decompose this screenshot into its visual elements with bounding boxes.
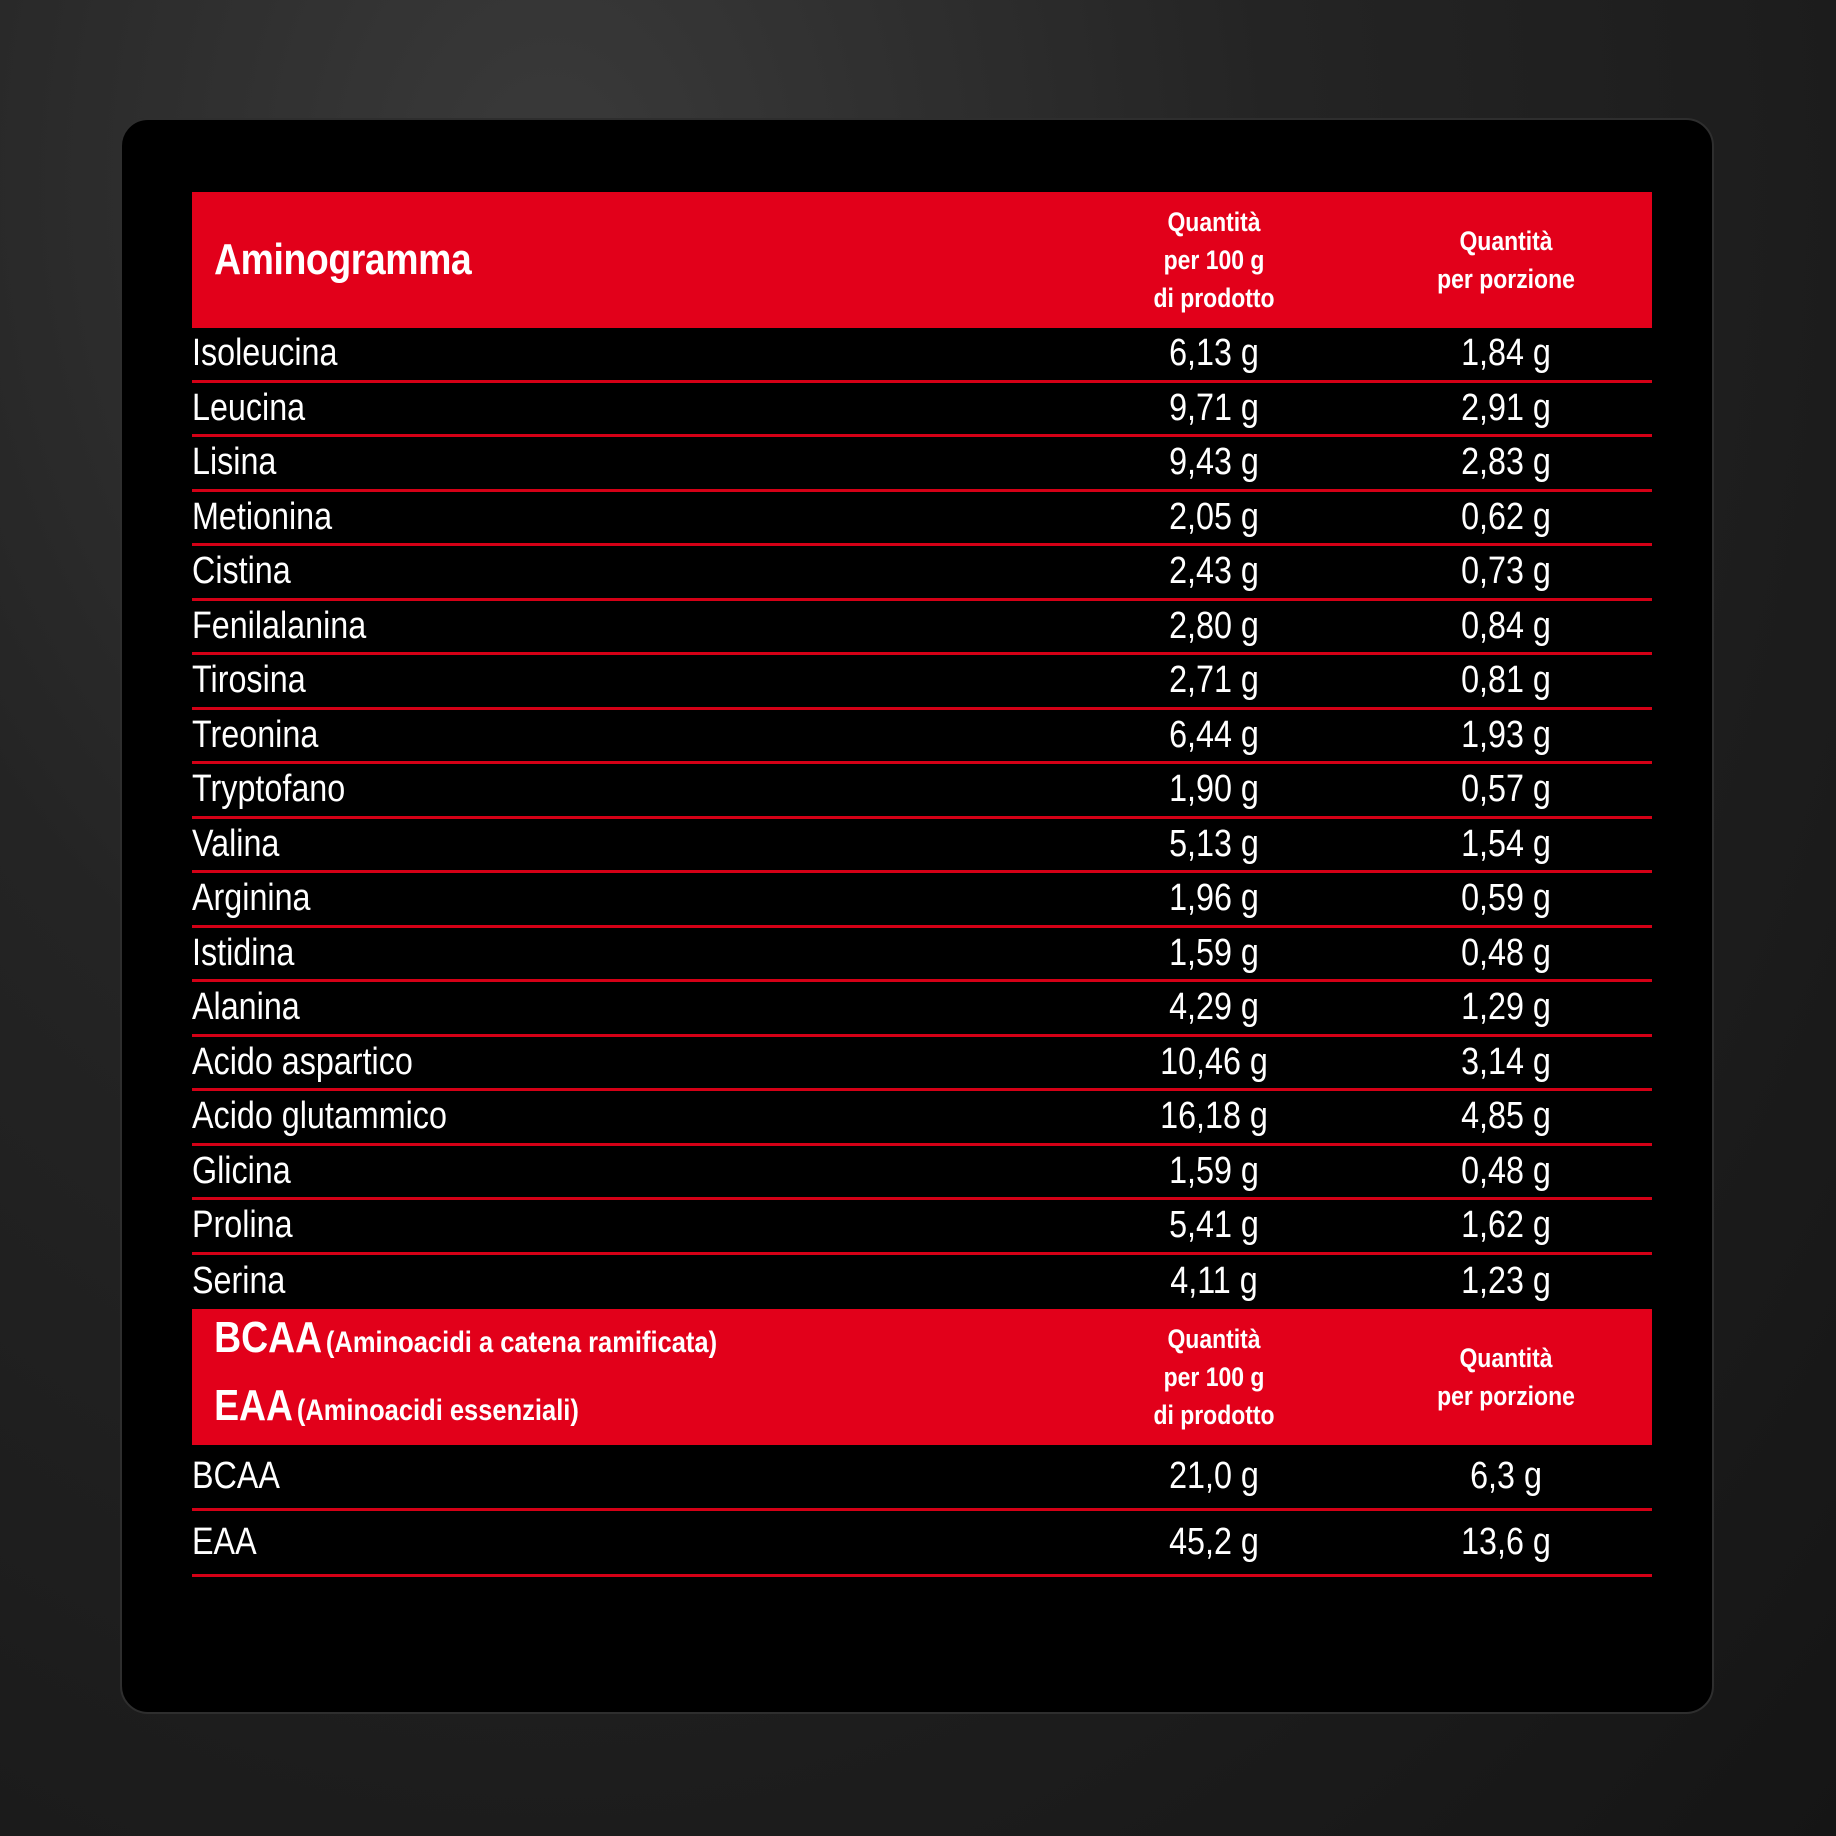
amino-name: Metionina [192, 495, 333, 538]
per-portion-value: 2,91 g [1461, 386, 1551, 429]
per-portion-value: 1,23 g [1461, 1260, 1551, 1303]
table-row [192, 1037, 1652, 1092]
per-100g-value: 16,18 g [1160, 1095, 1268, 1138]
table-row [192, 328, 1652, 383]
per-100g-value: 4,11 g [1170, 1260, 1258, 1303]
amino-name: EAA [192, 1521, 257, 1563]
per-100g-value: 4,29 g [1169, 986, 1259, 1029]
amino-name: Fenilalanina [192, 604, 367, 647]
aminogram-header [192, 192, 1652, 328]
table-row [192, 1146, 1652, 1201]
per-100g-value: 9,71 g [1169, 386, 1259, 429]
per-portion-value: 1,93 g [1461, 713, 1551, 756]
table-row [192, 655, 1652, 710]
amino-name: Alanina [192, 986, 300, 1029]
amino-name: Valina [192, 822, 280, 865]
per-portion-value: 1,62 g [1461, 1204, 1551, 1247]
table-row [192, 383, 1652, 438]
bcaa-eaa-header [192, 1309, 1652, 1445]
per-100g-value: 5,41 g [1169, 1204, 1259, 1247]
table-row [192, 873, 1652, 928]
table-row [192, 982, 1652, 1037]
table-row [192, 1445, 1652, 1511]
per-portion-value: 0,48 g [1461, 931, 1551, 974]
table-row [192, 1200, 1652, 1255]
per-100g-value: 2,71 g [1169, 659, 1259, 702]
table-row [192, 546, 1652, 601]
per-100g-value: 21,0 g [1169, 1455, 1259, 1497]
table-row [192, 1255, 1652, 1310]
per-100g-value: 1,59 g [1169, 1149, 1259, 1192]
per-portion-value: 0,84 g [1461, 604, 1551, 647]
per-100g-value: 1,96 g [1169, 877, 1259, 920]
amino-name: Serina [192, 1260, 286, 1303]
per-portion-value: 1,84 g [1461, 332, 1551, 375]
per-100g-value: 10,46 g [1160, 1040, 1268, 1083]
per-portion-value: 0,57 g [1461, 768, 1551, 811]
per-portion-value: 0,62 g [1461, 495, 1551, 538]
per-portion-value: 0,73 g [1461, 550, 1551, 593]
amino-name: Prolina [192, 1204, 293, 1247]
per-100g-value: 2,80 g [1169, 604, 1259, 647]
per-portion-value: 1,29 g [1461, 986, 1551, 1029]
amino-name: Leucina [192, 386, 306, 429]
amino-name: Istidina [192, 931, 295, 974]
table-row [192, 1511, 1652, 1577]
amino-name: Acido aspartico [192, 1040, 413, 1083]
per-100g-value: 2,43 g [1169, 550, 1259, 593]
per-portion-value: 0,59 g [1461, 877, 1551, 920]
per-100g-value: 45,2 g [1169, 1521, 1259, 1563]
table-row [192, 764, 1652, 819]
table-row [192, 437, 1652, 492]
per-portion-value: 13,6 g [1461, 1521, 1551, 1563]
per-portion-value: 3,14 g [1461, 1040, 1551, 1083]
table-row [192, 710, 1652, 765]
per-100g-value: 1,90 g [1169, 768, 1259, 811]
per-portion-value: 4,85 g [1461, 1095, 1551, 1138]
per-100g-value: 6,13 g [1169, 332, 1259, 375]
column-header-per-portion: Quantità per porzione [1437, 1343, 1575, 1411]
table-row [192, 1091, 1652, 1146]
aminogram-title: Aminogramma [214, 235, 472, 284]
table-row [192, 601, 1652, 656]
per-portion-value: 2,83 g [1461, 441, 1551, 484]
table-row [192, 928, 1652, 983]
amino-name: Cistina [192, 550, 291, 593]
amino-name: Tirosina [192, 659, 306, 702]
bcaa-eaa-title: BCAA (Aminoacidi a catena ramificata) EAA (Aminoacidi essenziali) [214, 1313, 718, 1430]
amino-name: Arginina [192, 877, 311, 920]
per-100g-value: 9,43 g [1169, 441, 1259, 484]
per-100g-value: 2,05 g [1169, 495, 1259, 538]
per-portion-value: 0,48 g [1461, 1149, 1551, 1192]
amino-name: Isoleucina [192, 332, 338, 375]
amino-name: Glicina [192, 1149, 291, 1192]
per-100g-value: 6,44 g [1169, 713, 1259, 756]
amino-name: Treonina [192, 713, 319, 756]
per-portion-value: 0,81 g [1461, 659, 1551, 702]
column-header-per-portion: Quantità per porzione [1437, 226, 1575, 294]
aminogram-rows [192, 328, 1652, 1309]
table-row [192, 819, 1652, 874]
nutrition-card [120, 118, 1714, 1714]
amino-name: Tryptofano [192, 768, 346, 811]
per-portion-value: 1,54 g [1461, 822, 1551, 865]
amino-name: Lisina [192, 441, 277, 484]
column-header-per-100g: Quantità per 100 g di prodotto [1153, 1324, 1275, 1430]
per-portion-value: 6,3 g [1470, 1455, 1542, 1497]
column-header-per-100g: Quantità per 100 g di prodotto [1153, 207, 1275, 313]
amino-name: Acido glutammico [192, 1095, 447, 1138]
aminogram-table [192, 192, 1652, 1577]
bcaa-eaa-rows [192, 1445, 1652, 1577]
per-100g-value: 5,13 g [1169, 822, 1259, 865]
per-100g-value: 1,59 g [1169, 931, 1259, 974]
table-row [192, 492, 1652, 547]
amino-name: BCAA [192, 1455, 280, 1497]
